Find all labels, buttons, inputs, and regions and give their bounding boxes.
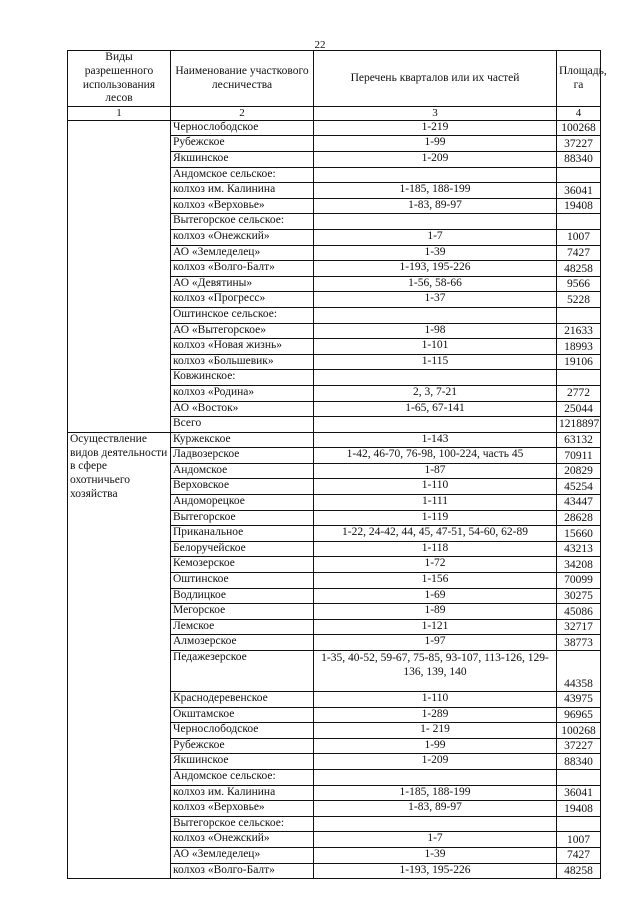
area-cell: 19106 xyxy=(557,354,601,370)
area-cell: 48258 xyxy=(557,261,601,277)
area-cell: 88340 xyxy=(557,152,601,168)
forestry-name-cell: колхоз «Онежский» xyxy=(171,832,314,848)
forestry-name-cell: Якшинское xyxy=(171,754,314,770)
quarters-cell xyxy=(314,307,557,323)
quarters-cell: 1-289 xyxy=(314,707,557,723)
forestry-name-cell: Окштамское xyxy=(171,707,314,723)
area-cell: 36041 xyxy=(557,183,601,199)
quarters-cell xyxy=(314,417,557,433)
forestry-name-cell: Белоручейское xyxy=(171,541,314,557)
forestry-name-cell: Всего xyxy=(171,417,314,433)
forestry-name-cell: Приканальное xyxy=(171,526,314,542)
quarters-cell: 1-98 xyxy=(314,323,557,339)
use-type-cell xyxy=(68,120,171,432)
header-row xyxy=(68,51,601,107)
quarters-cell: 1- 219 xyxy=(314,723,557,739)
forest-use-table xyxy=(67,50,607,879)
quarters-cell: 1-115 xyxy=(314,354,557,370)
area-cell: 20829 xyxy=(557,463,601,479)
area-cell xyxy=(557,816,601,832)
quarters-cell: 1-99 xyxy=(314,136,557,152)
header-area: Площадь, га xyxy=(557,51,601,107)
area-cell: 38773 xyxy=(557,635,601,651)
area-cell: 44358 xyxy=(557,651,601,692)
area-cell: 15660 xyxy=(557,526,601,542)
forestry-name-cell: АО «Девятины» xyxy=(171,276,314,292)
area-cell: 1007 xyxy=(557,229,601,245)
quarters-cell: 2, 3, 7-21 xyxy=(314,385,557,401)
header-forestry-name: Наименование участкового лесничества xyxy=(171,51,314,107)
forestry-name-cell: Андомское сельское: xyxy=(171,769,314,785)
forestry-name-cell: Андоморецкое xyxy=(171,495,314,511)
header-quarters: Перечень кварталов или их частей xyxy=(314,51,557,107)
quarters-cell: 1-143 xyxy=(314,432,557,448)
quarters-cell: 1-99 xyxy=(314,738,557,754)
forestry-name-cell: колхоз «Волго-Балт» xyxy=(171,863,314,879)
quarters-cell: 1-193, 195-226 xyxy=(314,261,557,277)
area-cell: 43213 xyxy=(557,541,601,557)
forestry-name-cell: колхоз им. Калинина xyxy=(171,785,314,801)
forestry-name-cell: колхоз «Большевик» xyxy=(171,354,314,370)
area-cell: 96965 xyxy=(557,707,601,723)
forestry-name-cell: Оштинское xyxy=(171,573,314,589)
quarters-cell: 1-69 xyxy=(314,588,557,604)
forestry-name-cell: АО «Вытегорское» xyxy=(171,323,314,339)
forestry-name-cell: Оштинское сельское: xyxy=(171,307,314,323)
forestry-name-cell: Рубежское xyxy=(171,738,314,754)
quarters-cell: 1-97 xyxy=(314,635,557,651)
forestry-name-cell: Ладвозерское xyxy=(171,448,314,464)
area-cell: 43447 xyxy=(557,495,601,511)
area-cell xyxy=(557,370,601,386)
forestry-name-cell: колхоз «Родина» xyxy=(171,385,314,401)
area-cell: 88340 xyxy=(557,754,601,770)
area-cell: 43975 xyxy=(557,692,601,708)
quarters-cell: 1-118 xyxy=(314,541,557,557)
area-cell: 34208 xyxy=(557,557,601,573)
quarters-cell: 1-185, 188-199 xyxy=(314,183,557,199)
forestry-name-cell: Педажезерское xyxy=(171,651,314,692)
quarters-cell: 1-110 xyxy=(314,692,557,708)
area-cell: 45254 xyxy=(557,479,601,495)
forestry-name-cell: Водлицкое xyxy=(171,588,314,604)
header-use-type: Виды разрешенного использования лесов xyxy=(68,51,171,107)
area-cell xyxy=(557,167,601,183)
forestry-name-cell: колхоз «Прогресс» xyxy=(171,292,314,308)
quarters-cell xyxy=(314,769,557,785)
quarters-cell: 1-101 xyxy=(314,339,557,355)
forestry-name-cell: Андомское сельское: xyxy=(171,167,314,183)
area-cell: 36041 xyxy=(557,785,601,801)
area-cell: 19408 xyxy=(557,801,601,817)
forestry-name-cell: Чернослободское xyxy=(171,120,314,136)
quarters-cell xyxy=(314,370,557,386)
area-cell: 9566 xyxy=(557,276,601,292)
area-cell: 1218897 xyxy=(557,417,601,433)
quarters-cell: 1-209 xyxy=(314,754,557,770)
forestry-name-cell: Вытегорское сельское: xyxy=(171,214,314,230)
forestry-name-cell: АО «Земледелец» xyxy=(171,847,314,863)
area-cell: 30275 xyxy=(557,588,601,604)
area-cell: 37227 xyxy=(557,738,601,754)
quarters-cell: 1-209 xyxy=(314,152,557,168)
area-cell: 19408 xyxy=(557,198,601,214)
forestry-name-cell: Чернослободское xyxy=(171,723,314,739)
quarters-cell: 1-56, 58-66 xyxy=(314,276,557,292)
forestry-name-cell: Мегорское xyxy=(171,604,314,620)
forestry-name-cell: колхоз им. Калинина xyxy=(171,183,314,199)
area-cell: 63132 xyxy=(557,432,601,448)
forestry-name-cell: АО «Восток» xyxy=(171,401,314,417)
forestry-name-cell: Лемское xyxy=(171,619,314,635)
quarters-cell xyxy=(314,214,557,230)
column-number: 2 xyxy=(171,107,314,121)
quarters-cell: 1-72 xyxy=(314,557,557,573)
column-number: 4 xyxy=(557,107,601,121)
area-cell: 21633 xyxy=(557,323,601,339)
area-cell: 100268 xyxy=(557,723,601,739)
quarters-cell xyxy=(314,167,557,183)
quarters-cell: 1-219 xyxy=(314,120,557,136)
quarters-cell: 1-37 xyxy=(314,292,557,308)
forestry-name-cell: колхоз «Верховье» xyxy=(171,801,314,817)
quarters-cell: 1-111 xyxy=(314,495,557,511)
forestry-name-cell: Вытегорское сельское: xyxy=(171,816,314,832)
area-cell xyxy=(557,307,601,323)
table-row xyxy=(68,432,601,448)
forestry-name-cell: колхоз «Онежский» xyxy=(171,229,314,245)
quarters-cell: 1-121 xyxy=(314,619,557,635)
area-cell: 28628 xyxy=(557,510,601,526)
area-cell: 1007 xyxy=(557,832,601,848)
forestry-name-cell: Алмозерское xyxy=(171,635,314,651)
quarters-cell: 1-39 xyxy=(314,847,557,863)
area-cell: 7427 xyxy=(557,847,601,863)
area-cell: 5228 xyxy=(557,292,601,308)
quarters-cell: 1-7 xyxy=(314,229,557,245)
area-cell: 70099 xyxy=(557,573,601,589)
area-cell: 25044 xyxy=(557,401,601,417)
forestry-name-cell: Ковжинское: xyxy=(171,370,314,386)
quarters-cell: 1-156 xyxy=(314,573,557,589)
quarters-cell: 1-87 xyxy=(314,463,557,479)
quarters-cell: 1-42, 46-70, 76-98, 100-224, часть 45 xyxy=(314,448,557,464)
forestry-name-cell: колхоз «Волго-Балт» xyxy=(171,261,314,277)
area-cell: 18993 xyxy=(557,339,601,355)
quarters-cell: 1-35, 40-52, 59-67, 75-85, 93-107, 113-126, 129-136, 139, 140 xyxy=(314,651,557,692)
area-cell: 37227 xyxy=(557,136,601,152)
quarters-cell: 1-7 xyxy=(314,832,557,848)
quarters-cell: 1-83, 89-97 xyxy=(314,198,557,214)
quarters-cell: 1-65, 67-141 xyxy=(314,401,557,417)
forestry-name-cell: Вытегорское xyxy=(171,510,314,526)
column-number: 3 xyxy=(314,107,557,121)
column-number: 1 xyxy=(68,107,171,121)
page-number: 22 xyxy=(314,39,326,51)
quarters-cell: 1-89 xyxy=(314,604,557,620)
area-cell xyxy=(557,214,601,230)
forestry-name-cell: Андомское xyxy=(171,463,314,479)
area-cell: 32717 xyxy=(557,619,601,635)
forestry-name-cell: АО «Земледелец» xyxy=(171,245,314,261)
use-type-cell: Осуществление видов деятельности в сфере охотничьего хозяйства xyxy=(68,432,171,878)
forestry-name-cell: Верховское xyxy=(171,479,314,495)
table-row xyxy=(68,120,601,136)
area-cell: 70911 xyxy=(557,448,601,464)
quarters-cell: 1-110 xyxy=(314,479,557,495)
forestry-name-cell: колхоз «Новая жизнь» xyxy=(171,339,314,355)
quarters-cell: 1-22, 24-42, 44, 45, 47-51, 54-60, 62-89 xyxy=(314,526,557,542)
table-body xyxy=(68,120,601,878)
column-number-row xyxy=(68,107,601,121)
forestry-name-cell: Рубежское xyxy=(171,136,314,152)
quarters-cell: 1-185, 188-199 xyxy=(314,785,557,801)
quarters-cell: 1-119 xyxy=(314,510,557,526)
forestry-name-cell: Куржекское xyxy=(171,432,314,448)
area-cell: 2772 xyxy=(557,385,601,401)
area-cell xyxy=(557,769,601,785)
quarters-cell xyxy=(314,816,557,832)
quarters-cell: 1-83, 89-97 xyxy=(314,801,557,817)
forestry-name-cell: Краснодеревенское xyxy=(171,692,314,708)
forestry-name-cell: Якшинское xyxy=(171,152,314,168)
quarters-cell: 1-39 xyxy=(314,245,557,261)
area-cell: 45086 xyxy=(557,604,601,620)
quarters-cell: 1-193, 195-226 xyxy=(314,863,557,879)
area-cell: 48258 xyxy=(557,863,601,879)
forestry-name-cell: Кемозерское xyxy=(171,557,314,573)
area-cell: 100268 xyxy=(557,120,601,136)
forestry-name-cell: колхоз «Верховье» xyxy=(171,198,314,214)
area-cell: 7427 xyxy=(557,245,601,261)
